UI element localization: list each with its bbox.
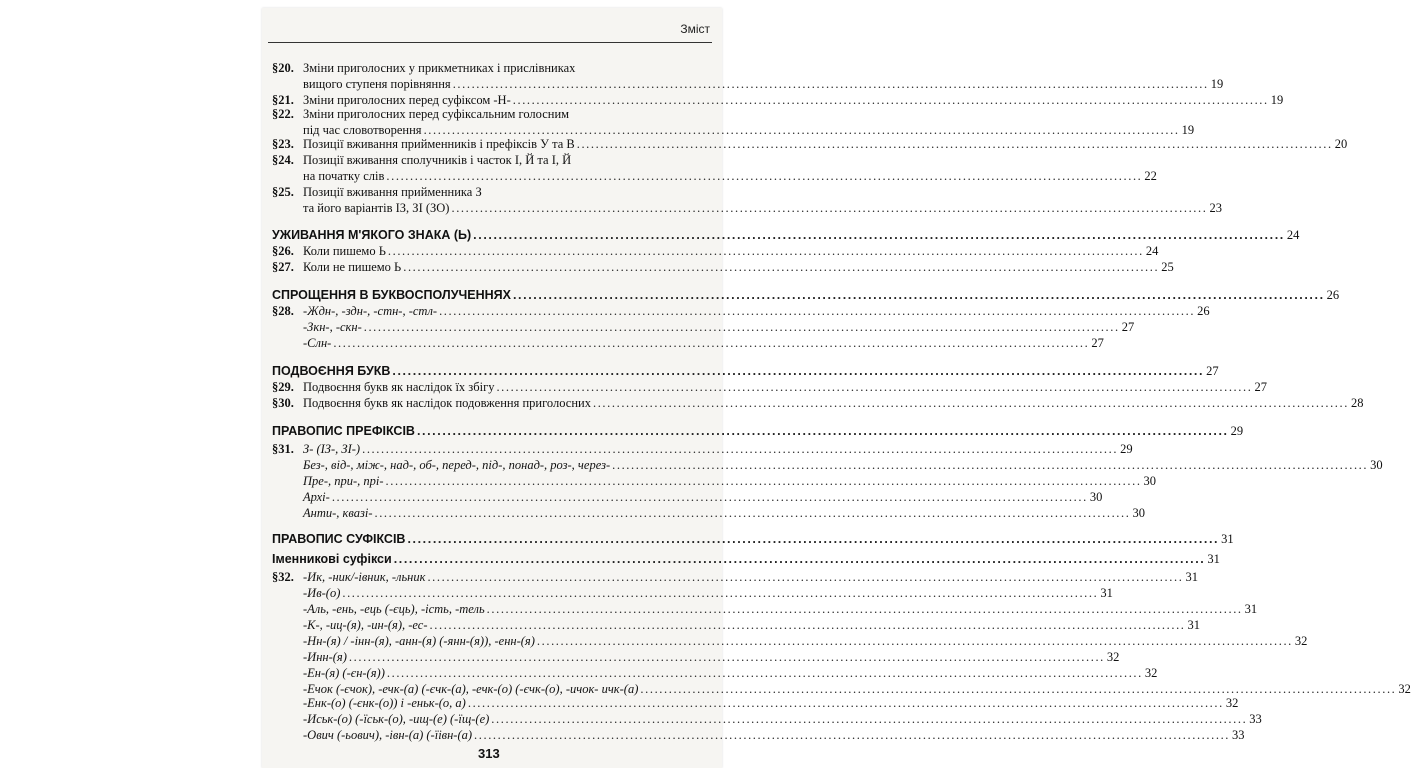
leader-dots: ................................................................................................................................................................ — [386, 666, 1143, 680]
page-ref: 30 — [1143, 474, 1157, 488]
page-ref: 32 — [1398, 682, 1411, 696]
paragraph-number: §22. — [272, 107, 294, 121]
leader-dots: ................................................................................................................................................................ — [387, 244, 1144, 258]
entry-title: -Ик, -ник/-івник, -льник — [303, 570, 426, 584]
leader-dots: ................................................................................................................................................................ — [512, 93, 1269, 107]
entry-title: -Инн-(я) — [303, 650, 347, 664]
entry-title: вищого ступеня порівняння — [303, 77, 451, 91]
entry-title: Позиції вживання сполучників і часток І, Й та І, Й — [303, 153, 572, 167]
toc-entry — [272, 167, 1157, 183]
toc-entry — [272, 258, 1174, 274]
entry-title: Подвоєння букв як наслідок їх збігу — [303, 380, 495, 394]
toc-entry — [272, 616, 1201, 632]
page-ref: 30 — [1089, 490, 1103, 504]
page-ref: 29 — [1120, 442, 1133, 456]
leader-dots: ................................................................................................................................................................ — [385, 474, 1142, 488]
toc-entry — [272, 183, 710, 199]
leader-dots: ................................................................................................................................................................ — [348, 650, 1105, 664]
leader-dots: ................................................................................................................................................................ — [612, 458, 1369, 472]
leader-dots: ................................................................................................................................................................ — [386, 169, 1143, 183]
section-title: СПРОЩЕННЯ В БУКВОСПОЛУЧЕННЯХ — [272, 288, 511, 302]
leader-dots: ................................................................................................................................................................ — [423, 123, 1180, 137]
entry-title: Анти-, квазі- — [303, 506, 373, 520]
leader-dots: ................................................................................................................................................................ — [640, 682, 1397, 696]
page-ref: 31 — [1207, 552, 1220, 566]
leader-dots: ................................................................................................................................................................ — [393, 552, 1206, 566]
entry-title: -Аль, -ень, -ець (-єць), -ість, -тель — [303, 602, 485, 616]
toc-section-heading — [272, 286, 1340, 302]
paragraph-number: §28. — [272, 304, 294, 318]
paragraph-number: §29. — [272, 380, 294, 394]
page-ref: 31 — [1221, 532, 1234, 546]
page-ref: 27 — [1091, 336, 1104, 350]
leader-dots: ................................................................................................................................................................ — [592, 396, 1349, 410]
toc-entry — [272, 318, 1135, 334]
page-ref: 19 — [1181, 123, 1195, 137]
leader-dots: ................................................................................................................................................................ — [474, 728, 1231, 742]
entry-title: -Слн- — [303, 336, 332, 350]
page-ref: 31 — [1100, 586, 1113, 600]
entry-title: -Нн-(я) / -інн-(я), -анн-(я) (-янн-(я)), -енн-(я) — [303, 634, 535, 648]
leader-dots: ................................................................................................................................................................ — [512, 288, 1325, 302]
leader-dots: ................................................................................................................................................................ — [486, 602, 1243, 616]
entry-title: -Иськ-(о) (-їськ-(о), -ищ-(е) (-їщ-(е) — [303, 712, 490, 726]
page-ref: 32 — [1225, 696, 1239, 710]
entry-title: -Зкн-, -скн- — [303, 320, 362, 334]
entry-title: Пре-, при-, прі- — [303, 474, 384, 488]
toc-section-heading — [272, 530, 1234, 546]
toc-entry — [272, 584, 1113, 600]
page-ref: 30 — [1132, 506, 1145, 520]
leader-dots: ................................................................................................................................................................ — [407, 532, 1220, 546]
toc-entry — [272, 75, 1224, 91]
toc-entry — [272, 710, 1262, 726]
toc-entry — [272, 105, 710, 121]
entry-title: -Ечок (-єчок), -ечк-(а) (-єчк-(а), -ечк-(о) (-єчк-(о), -ичок- ичк-(а) — [303, 682, 639, 696]
section-title: ПРАВОПИС ПРЕФІКСІВ — [272, 424, 415, 438]
entry-title: Архі- — [303, 490, 330, 504]
leader-dots: ................................................................................................................................................................ — [467, 696, 1224, 710]
toc-entry — [272, 664, 1158, 680]
page-ref: 27 — [1206, 364, 1219, 378]
toc-entry — [272, 632, 1308, 648]
leader-dots: ................................................................................................................................................................ — [576, 137, 1333, 151]
page-ref: 20 — [1334, 137, 1348, 151]
toc-entry — [272, 726, 1245, 742]
page-ref: 32 — [1106, 650, 1120, 664]
page-ref: 27 — [1254, 380, 1267, 394]
page-ref: 31 — [1185, 570, 1198, 584]
entry-title: та його варіантів ІЗ, ЗІ (ЗО) — [303, 201, 450, 215]
leader-dots: ................................................................................................................................................................ — [416, 424, 1229, 438]
toc-section-heading — [272, 362, 1219, 378]
entry-title: З- (ІЗ-, ЗІ-) — [303, 442, 361, 456]
leader-dots: ................................................................................................................................................................ — [429, 618, 1186, 632]
page-ref: 19 — [1210, 77, 1224, 91]
entry-title: Позиції вживання прийменників і префіксів У та В — [303, 137, 575, 151]
page-ref: 28 — [1350, 396, 1364, 410]
toc-entry — [272, 648, 1120, 664]
leader-dots: ................................................................................................................................................................ — [536, 634, 1293, 648]
entry-title: Коли не пишемо Ь — [303, 260, 402, 274]
leader-dots: ................................................................................................................................................................ — [374, 506, 1131, 520]
entry-title: Зміни приголосних у прикметниках і прислівниках — [303, 61, 576, 75]
paragraph-number: §20. — [272, 61, 294, 75]
toc-entry — [272, 600, 1258, 616]
paragraph-number: §31. — [272, 442, 294, 456]
toc-entry — [272, 302, 1210, 318]
page-ref: 26 — [1197, 304, 1210, 318]
page-ref: 19 — [1270, 93, 1284, 107]
toc-entry — [272, 334, 1104, 350]
toc-entry — [272, 488, 1103, 504]
page-ref: 24 — [1145, 244, 1159, 258]
toc-section-heading — [272, 422, 1244, 438]
toc-entry — [272, 378, 1267, 394]
running-header: Зміст — [680, 22, 710, 36]
entry-title: Зміни приголосних перед суфіксом -Н- — [303, 93, 511, 107]
leader-dots: ................................................................................................................................................................ — [473, 228, 1285, 242]
toc-entry — [272, 456, 1383, 472]
toc-entry — [272, 59, 710, 75]
leader-dots: ................................................................................................................................................................ — [392, 364, 1205, 378]
leader-dots: ................................................................................................................................................................ — [452, 77, 1209, 91]
toc-entry — [272, 504, 1145, 520]
page-ref: 25 — [1161, 260, 1174, 274]
paragraph-number: §27. — [272, 260, 294, 274]
entry-title: під час словотворення — [303, 123, 422, 137]
entry-title: -Ждн-, -здн-, -стн-, -стл- — [303, 304, 438, 318]
leader-dots: ................................................................................................................................................................ — [403, 260, 1160, 274]
section-title: УЖИВАННЯ М'ЯКОГО ЗНАКА (Ь) — [272, 228, 472, 242]
entry-title: -Ович (-ьович), -івн-(а) (-їівн-(а) — [303, 728, 473, 742]
toc-entry — [272, 440, 1133, 456]
toc-entry — [272, 394, 1364, 410]
entry-title: Подвоєння букв як наслідок подовження приголосних — [303, 396, 591, 410]
entry-title: -Ив-(о) — [303, 586, 341, 600]
entry-title: на початку слів — [303, 169, 385, 183]
paragraph-number: §25. — [272, 185, 294, 199]
paragraph-number: §30. — [272, 396, 294, 410]
leader-dots: ................................................................................................................................................................ — [363, 320, 1120, 334]
leader-dots: ................................................................................................................................................................ — [427, 570, 1184, 584]
page-ref: 31 — [1187, 618, 1201, 632]
entry-title: Позиції вживання прийменника З — [303, 185, 482, 199]
page-ref: 33 — [1232, 728, 1245, 742]
page-ref: 26 — [1326, 288, 1340, 302]
leader-dots: ................................................................................................................................................................ — [439, 304, 1196, 318]
toc-section-heading — [272, 226, 1300, 242]
paragraph-number: §23. — [272, 137, 294, 151]
section-title: ПРАВОПИС СУФІКСІВ — [272, 532, 406, 546]
paragraph-number: §21. — [272, 93, 294, 107]
leader-dots: ................................................................................................................................................................ — [333, 336, 1090, 350]
leader-dots: ................................................................................................................................................................ — [451, 201, 1208, 215]
entry-title: -Ен-(я) (-єн-(я)) — [303, 666, 385, 680]
page-ref: 32 — [1144, 666, 1158, 680]
page-ref: 22 — [1144, 169, 1157, 183]
leader-dots: ................................................................................................................................................................ — [331, 490, 1088, 504]
toc-entry — [272, 242, 1159, 258]
toc-entry — [272, 199, 1222, 215]
paragraph-number: §24. — [272, 153, 294, 167]
page-ref: 27 — [1121, 320, 1135, 334]
toc-entry — [272, 151, 710, 167]
toc-entry — [272, 472, 1157, 488]
paragraph-number: §32. — [272, 570, 294, 584]
paragraph-number: §26. — [272, 244, 294, 258]
leader-dots: ................................................................................................................................................................ — [342, 586, 1099, 600]
leader-dots: ................................................................................................................................................................ — [491, 712, 1248, 726]
page-ref: 31 — [1244, 602, 1258, 616]
leader-dots: ................................................................................................................................................................ — [496, 380, 1253, 394]
page-ref: 32 — [1294, 634, 1308, 648]
page-ref: 23 — [1209, 201, 1222, 215]
entry-title: -Енк-(о) (-єнк-(о)) і -еньк-(о, а) — [303, 696, 466, 710]
header-rule — [268, 42, 712, 43]
page-ref: 33 — [1249, 712, 1262, 726]
entry-title: Зміни приголосних перед суфіксальним голосним — [303, 107, 570, 121]
section-title: Іменникові суфікси — [272, 552, 392, 566]
page-ref: 24 — [1286, 228, 1300, 242]
page-number: 313 — [478, 746, 500, 761]
page-ref: 29 — [1230, 424, 1244, 438]
toc-entry — [272, 694, 1239, 710]
toc-section-heading — [272, 550, 1220, 566]
leader-dots: ................................................................................................................................................................ — [362, 442, 1119, 456]
entry-title: Без-, від-, між-, над-, об-, перед-, під-, понад-, роз-, через- — [303, 458, 611, 472]
entry-title: Коли пишемо Ь — [303, 244, 386, 258]
entry-title: -К-, -иц-(я), -ин-(я), -ес- — [303, 618, 428, 632]
toc-entry — [272, 135, 1348, 151]
page-ref: 30 — [1370, 458, 1383, 472]
toc-entry — [272, 568, 1198, 584]
section-title: ПОДВОЄННЯ БУКВ — [272, 364, 391, 378]
